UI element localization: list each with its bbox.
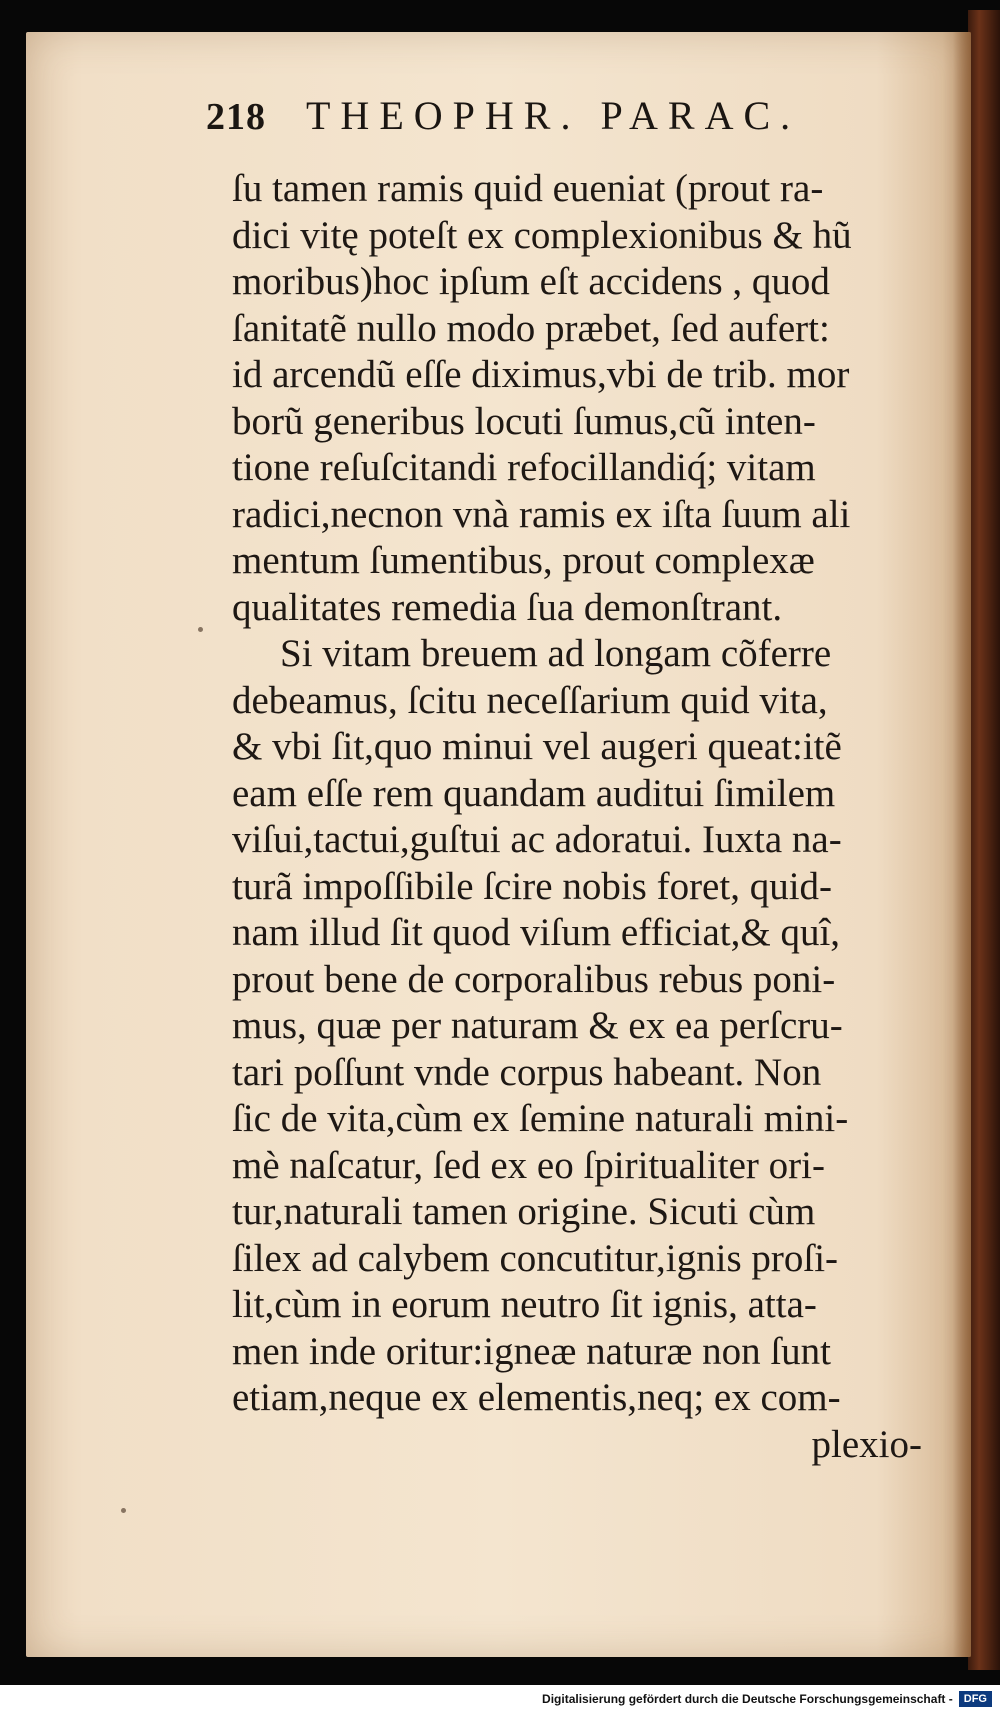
catchword: plexio- — [811, 1422, 922, 1466]
text-line: mentum ſumentibus, prout complexæ — [232, 539, 815, 582]
text-line: moribus)hoc ipſum eſt accidens , quod — [232, 260, 830, 303]
text-line: & vbi ſit,quo minui vel augeri queat:itẽ — [232, 725, 842, 768]
funding-credit: Digitalisierung gefördert durch die Deutsche Forschungsgemeinschaft - — [542, 1692, 953, 1706]
text-line: turã impoſſibile ſcire nobis foret, quid- — [232, 864, 833, 908]
text-line: mè naſcatur, ſed ex eo ſpiritualiter ori- — [232, 1143, 825, 1187]
text-line: etiam,neque ex elementis,neq; ex com- — [232, 1376, 841, 1419]
dfg-logo-icon: DFG — [959, 1691, 992, 1707]
text-line: ſilex ad calybem concutitur,ignis proſi- — [232, 1236, 839, 1280]
footer-bar — [0, 1685, 1000, 1713]
paper-speck — [198, 627, 203, 632]
text-line: tari poſſunt vnde corpus habeant. Non — [232, 1050, 822, 1094]
text-line: lit,cùm in eorum neutro ſit ignis, atta- — [232, 1283, 817, 1326]
body-text — [232, 166, 932, 1468]
text-line: qualitates remedia ſua demonſtrant. — [232, 585, 783, 629]
page-shadow — [953, 32, 971, 1657]
paper-speck — [121, 1508, 126, 1513]
book-edge — [968, 10, 1000, 1670]
text-line: prout bene de corporalibus rebus poni- — [232, 957, 836, 1001]
paragraph-start-line: Si vitam breuem ad longam cõferre — [280, 632, 832, 675]
running-head — [206, 92, 946, 162]
text-line: tione reſuſcitandi refocillandiq́; vitam — [232, 446, 816, 489]
text-line: borũ generibus locuti ſumus,cũ inten- — [232, 399, 816, 443]
text-line: ſu tamen ramis quid eueniat (prout ra- — [232, 167, 824, 210]
text-line: viſui,tactui,guſtui ac adoratui. Iuxta na- — [232, 818, 842, 861]
text-line: nam illud ſit quod viſum efficiat,& quî, — [232, 911, 841, 954]
page-number: 218 — [206, 96, 266, 138]
text-line: tur,naturali tamen origine. Sicuti cùm — [232, 1190, 816, 1233]
text-line: debeamus, ſcitu neceſſarium quid vita, — [232, 678, 828, 722]
text-line: ſic de vita,cùm ex ſemine naturali mini- — [232, 1097, 849, 1140]
text-line: dici vitę poteſt ex complexionibus & hũ — [232, 213, 852, 257]
text-line: id arcendũ eſſe diximus,vbi de trib. mor — [232, 353, 850, 396]
running-title: THEOPHR. PARAC. — [306, 93, 801, 138]
text-line: mus, quæ per naturam & ex ea perſcru- — [232, 1004, 843, 1047]
text-line: radici,necnon vnà ramis ex iſta ſuum ali — [232, 492, 851, 536]
text-line: ſanitatẽ nullo modo præbet, ſed aufert: — [232, 306, 830, 350]
text-line: men inde oritur:igneæ naturæ non ſunt — [232, 1329, 831, 1373]
text-line: eam eſſe rem quandam auditui ſimilem — [232, 771, 836, 815]
